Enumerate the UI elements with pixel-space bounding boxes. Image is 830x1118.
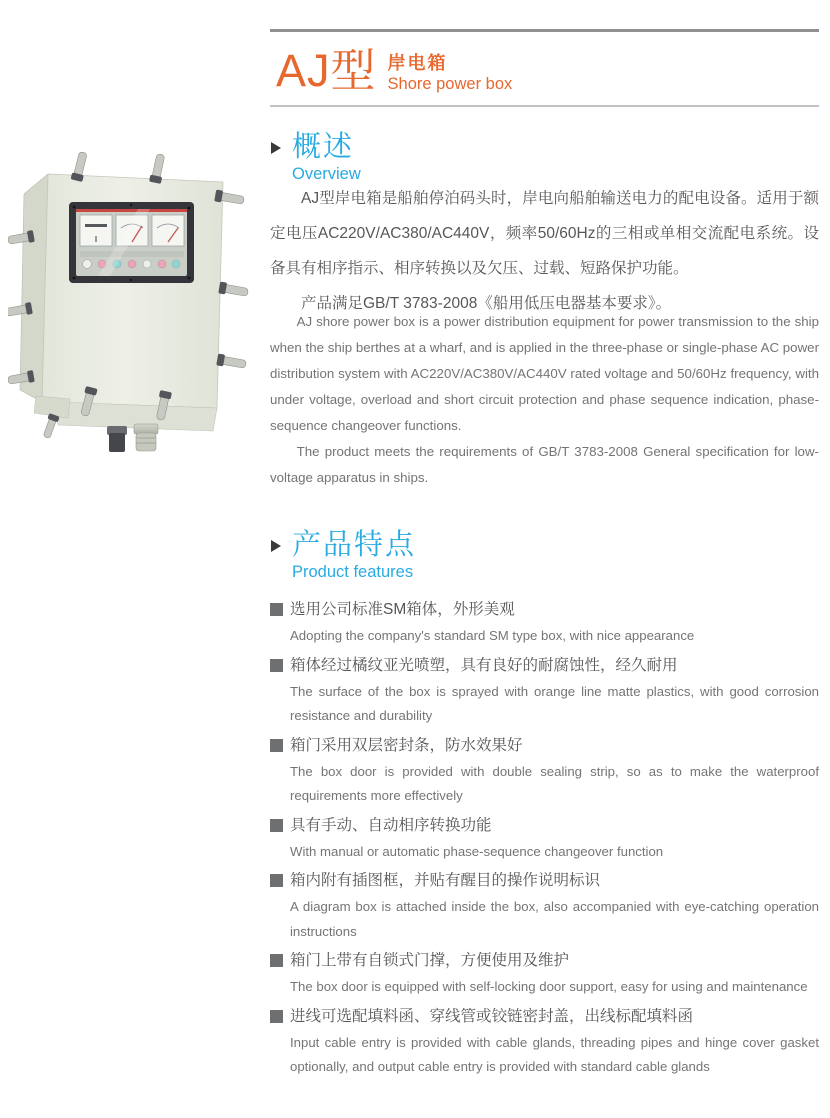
bullet-square-icon <box>270 874 283 887</box>
feature-item <box>270 947 819 1000</box>
feature-desc-en: The surface of the box is sprayed with orange line matte plastics, with good corrosion resistance and durability <box>290 683 819 723</box>
feature-title-cn: 具有手动、自动相序转换功能 <box>290 816 492 834</box>
cable-gland-light <box>134 424 158 451</box>
overview-paragraphs-en <box>270 309 819 491</box>
feature-title-cn: 箱内附有插图框，并贴有醒目的操作说明标识 <box>290 872 601 889</box>
overview-para-cn-2: 产品满足GB/T 3783-2008《船用低压电器基本要求》。 <box>301 295 672 312</box>
section-overview <box>271 130 820 185</box>
feature-item <box>270 1003 819 1080</box>
feature-desc-en: Adopting the company's standard SM type box, with nice appearance <box>290 628 695 643</box>
feature-item <box>270 732 819 809</box>
feature-title-cn: 箱门采用双层密封条，防水效果好 <box>290 736 523 754</box>
bullet-square-icon <box>270 659 283 672</box>
features-heading-cn: 产品特点 <box>292 529 417 561</box>
top-divider <box>270 29 819 32</box>
overview-para-en-2: The product meets the requirements of GB/T 3783-2008 General specification for low-voltage apparatus in ships. <box>270 444 819 485</box>
bullet-square-icon <box>270 603 283 616</box>
analog-meter-1 <box>80 215 112 246</box>
latch-right-2 <box>218 281 249 298</box>
feature-desc-en: A diagram box is attached inside the box, also accompanied with eye-catching operation instructions <box>290 899 819 939</box>
title-divider <box>270 105 819 107</box>
product-name-en: Shore power box <box>387 75 513 93</box>
overview-heading-en: Overview <box>292 165 361 183</box>
section-features <box>271 528 820 583</box>
overview-para-en-1: AJ shore power box is a power distribution equipment for power transmission to the ship when the ship berthes at a wharf, and is applied in the three-phase or single-phase AC power distribution system with AC220V/AC380V/AC440V rated voltage and 50/60Hz frequency, with under voltage, overload and short circuit protection and phase sequence indication, phase-sequence changeover functions. <box>270 314 819 433</box>
bullet-square-icon <box>270 739 283 752</box>
overview-para-cn-1: AJ型岸电箱是船舶停泊码头时，岸电向船舶输送电力的配电设备。适用于额定电压AC220V/AC380/AC440V，频率50/60Hz的三相或单相交流配电系统。设备具有相序指示、相序转换以及欠压、过载、短路保护功能。 <box>270 190 819 277</box>
overview-paragraphs-cn <box>270 181 819 321</box>
section-marker-icon <box>271 540 281 552</box>
latch-right-3 <box>216 353 247 370</box>
feature-desc-en: With manual or automatic phase-sequence changeover function <box>290 843 664 859</box>
features-heading-en: Product features <box>292 563 414 581</box>
feature-title-cn: 选用公司标准SM箱体，外形美观 <box>290 601 515 618</box>
product-name-stack <box>388 52 513 98</box>
feature-desc-en: The box door is provided with double sealing strip, so as to make the waterproof requirements more effectively <box>290 763 819 803</box>
bullet-square-icon <box>270 819 283 832</box>
overview-heading-cn: 概述 <box>292 131 355 163</box>
feature-title-cn: 进线可选配填料函、穿线管或铰链密封盖，出线标配填料函 <box>290 1007 694 1025</box>
feature-title-cn: 箱门上带有自锁式门撑，方便使用及维护 <box>290 952 570 969</box>
feature-item <box>270 812 819 865</box>
feature-item <box>270 652 819 729</box>
product-name-cn: 岸电箱 <box>387 53 448 73</box>
page-title <box>276 44 512 98</box>
latch-base-left <box>41 413 60 439</box>
product-photo <box>8 150 253 456</box>
cable-gland-dark <box>107 426 127 452</box>
analog-meter-3 <box>152 215 184 246</box>
bullet-square-icon <box>270 1010 283 1023</box>
meter-window <box>69 202 194 283</box>
feature-item <box>270 867 819 944</box>
feature-title-cn: 箱体经过橘纹亚光喷塑，具有良好的耐腐蚀性，经久耐用 <box>290 656 678 674</box>
bullet-square-icon <box>270 954 283 967</box>
model-name: AJ型 <box>276 45 377 96</box>
section-marker-icon <box>271 142 281 154</box>
feature-desc-en: Input cable entry is provided with cable glands, threading pipes and hinge cover gasket optionally, and output cable entry is provided with standard cable glands <box>290 1034 819 1074</box>
shore-power-box-image <box>8 150 253 456</box>
feature-item <box>270 596 819 649</box>
feature-list <box>270 596 819 1083</box>
feature-desc-en: The box door is equipped with self-locking door support, easy for using and maintenance <box>290 979 808 994</box>
